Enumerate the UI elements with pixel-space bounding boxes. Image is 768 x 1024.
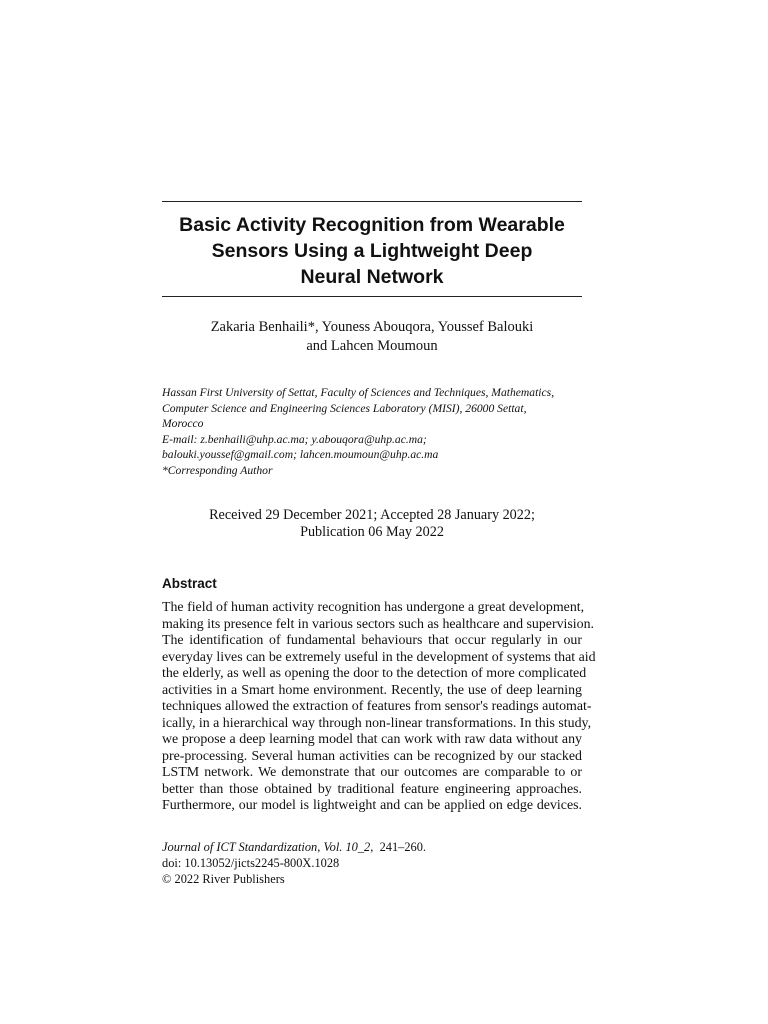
abstract-line: The field of human activity recognition has undergone a great development, <box>162 600 585 615</box>
author-list <box>162 318 582 356</box>
paper-title <box>162 212 582 290</box>
journal-name: Journal of ICT Standardization, Vol. 10_2, <box>162 840 374 854</box>
corresponding-author-note: *Corresponding Author <box>162 463 273 477</box>
abstract-line: pre-processing. Several human activities can be recognized by our stacked <box>162 748 582 764</box>
affiliation-block <box>162 385 592 478</box>
abstract-heading: Abstract <box>162 576 217 591</box>
copyright: © 2022 River Publishers <box>162 872 285 886</box>
abstract-line: making its presence felt in various sectors such as healthcare and supervision. <box>162 616 595 632</box>
abstract-line: techniques allowed the extraction of features from sensor's readings automat- <box>162 699 592 714</box>
email-line: balouki.youssef@gmail.com; lahcen.moumoun@uhp.ac.ma <box>162 448 439 461</box>
publication-dates <box>162 507 582 541</box>
affiliation-line: Computer Science and Engineering Sciences Laboratory (MISI), 26000 Settat, <box>162 401 527 415</box>
abstract-line: everyday lives can be extremely useful in the development of systems that aid <box>162 649 596 665</box>
affiliation-line: Hassan First University of Settat, Faculty of Sciences and Techniques, Mathematics, <box>162 386 555 399</box>
dates-line: Publication 06 May 2022 <box>300 524 444 540</box>
abstract-line: activities in a Smart home environment. Recently, the use of deep learning <box>162 682 582 698</box>
abstract-body <box>162 600 596 815</box>
doi: doi: 10.13052/jicts2245-800X.1028 <box>162 856 340 870</box>
title-top-rule <box>162 201 582 202</box>
abstract-line: The identification of fundamental behaviours that occur regularly in our <box>162 633 582 648</box>
abstract-line: LSTM network. We demonstrate that our outcomes are comparable to or <box>162 765 582 780</box>
title-line: Basic Activity Recognition from Wearable <box>179 214 565 236</box>
abstract-line: better than those obtained by traditional feature engineering approaches. <box>162 781 582 797</box>
journal-footer <box>162 839 582 887</box>
dates-line: Received 29 December 2021; Accepted 28 January 2022; <box>209 507 535 523</box>
abstract-line: ically, in a hierarchical way through non-linear transformations. In this study, <box>162 715 592 731</box>
title-bottom-rule <box>162 296 582 297</box>
abstract-line: we propose a deep learning model that can work with raw data without any <box>162 732 582 747</box>
author-line: and Lahcen Moumoun <box>306 338 438 354</box>
title-line: Sensors Using a Lightweight Deep <box>211 240 533 262</box>
abstract-line: Furthermore, our model is lightweight and can be applied on edge devices. <box>162 798 582 813</box>
abstract-line: the elderly, as well as opening the door to the detection of more complicated <box>162 666 587 681</box>
email-line: E-mail: z.benhaili@uhp.ac.ma; y.abouqora@uhp.ac.ma; <box>162 432 427 446</box>
page-range: 241–260. <box>379 840 427 854</box>
affiliation-line: Morocco <box>162 417 204 430</box>
title-line: Neural Network <box>300 266 444 288</box>
author-line: Zakaria Benhaili*, Youness Abouqora, Youssef Balouki <box>210 319 534 335</box>
journal-citation-line <box>162 839 582 855</box>
